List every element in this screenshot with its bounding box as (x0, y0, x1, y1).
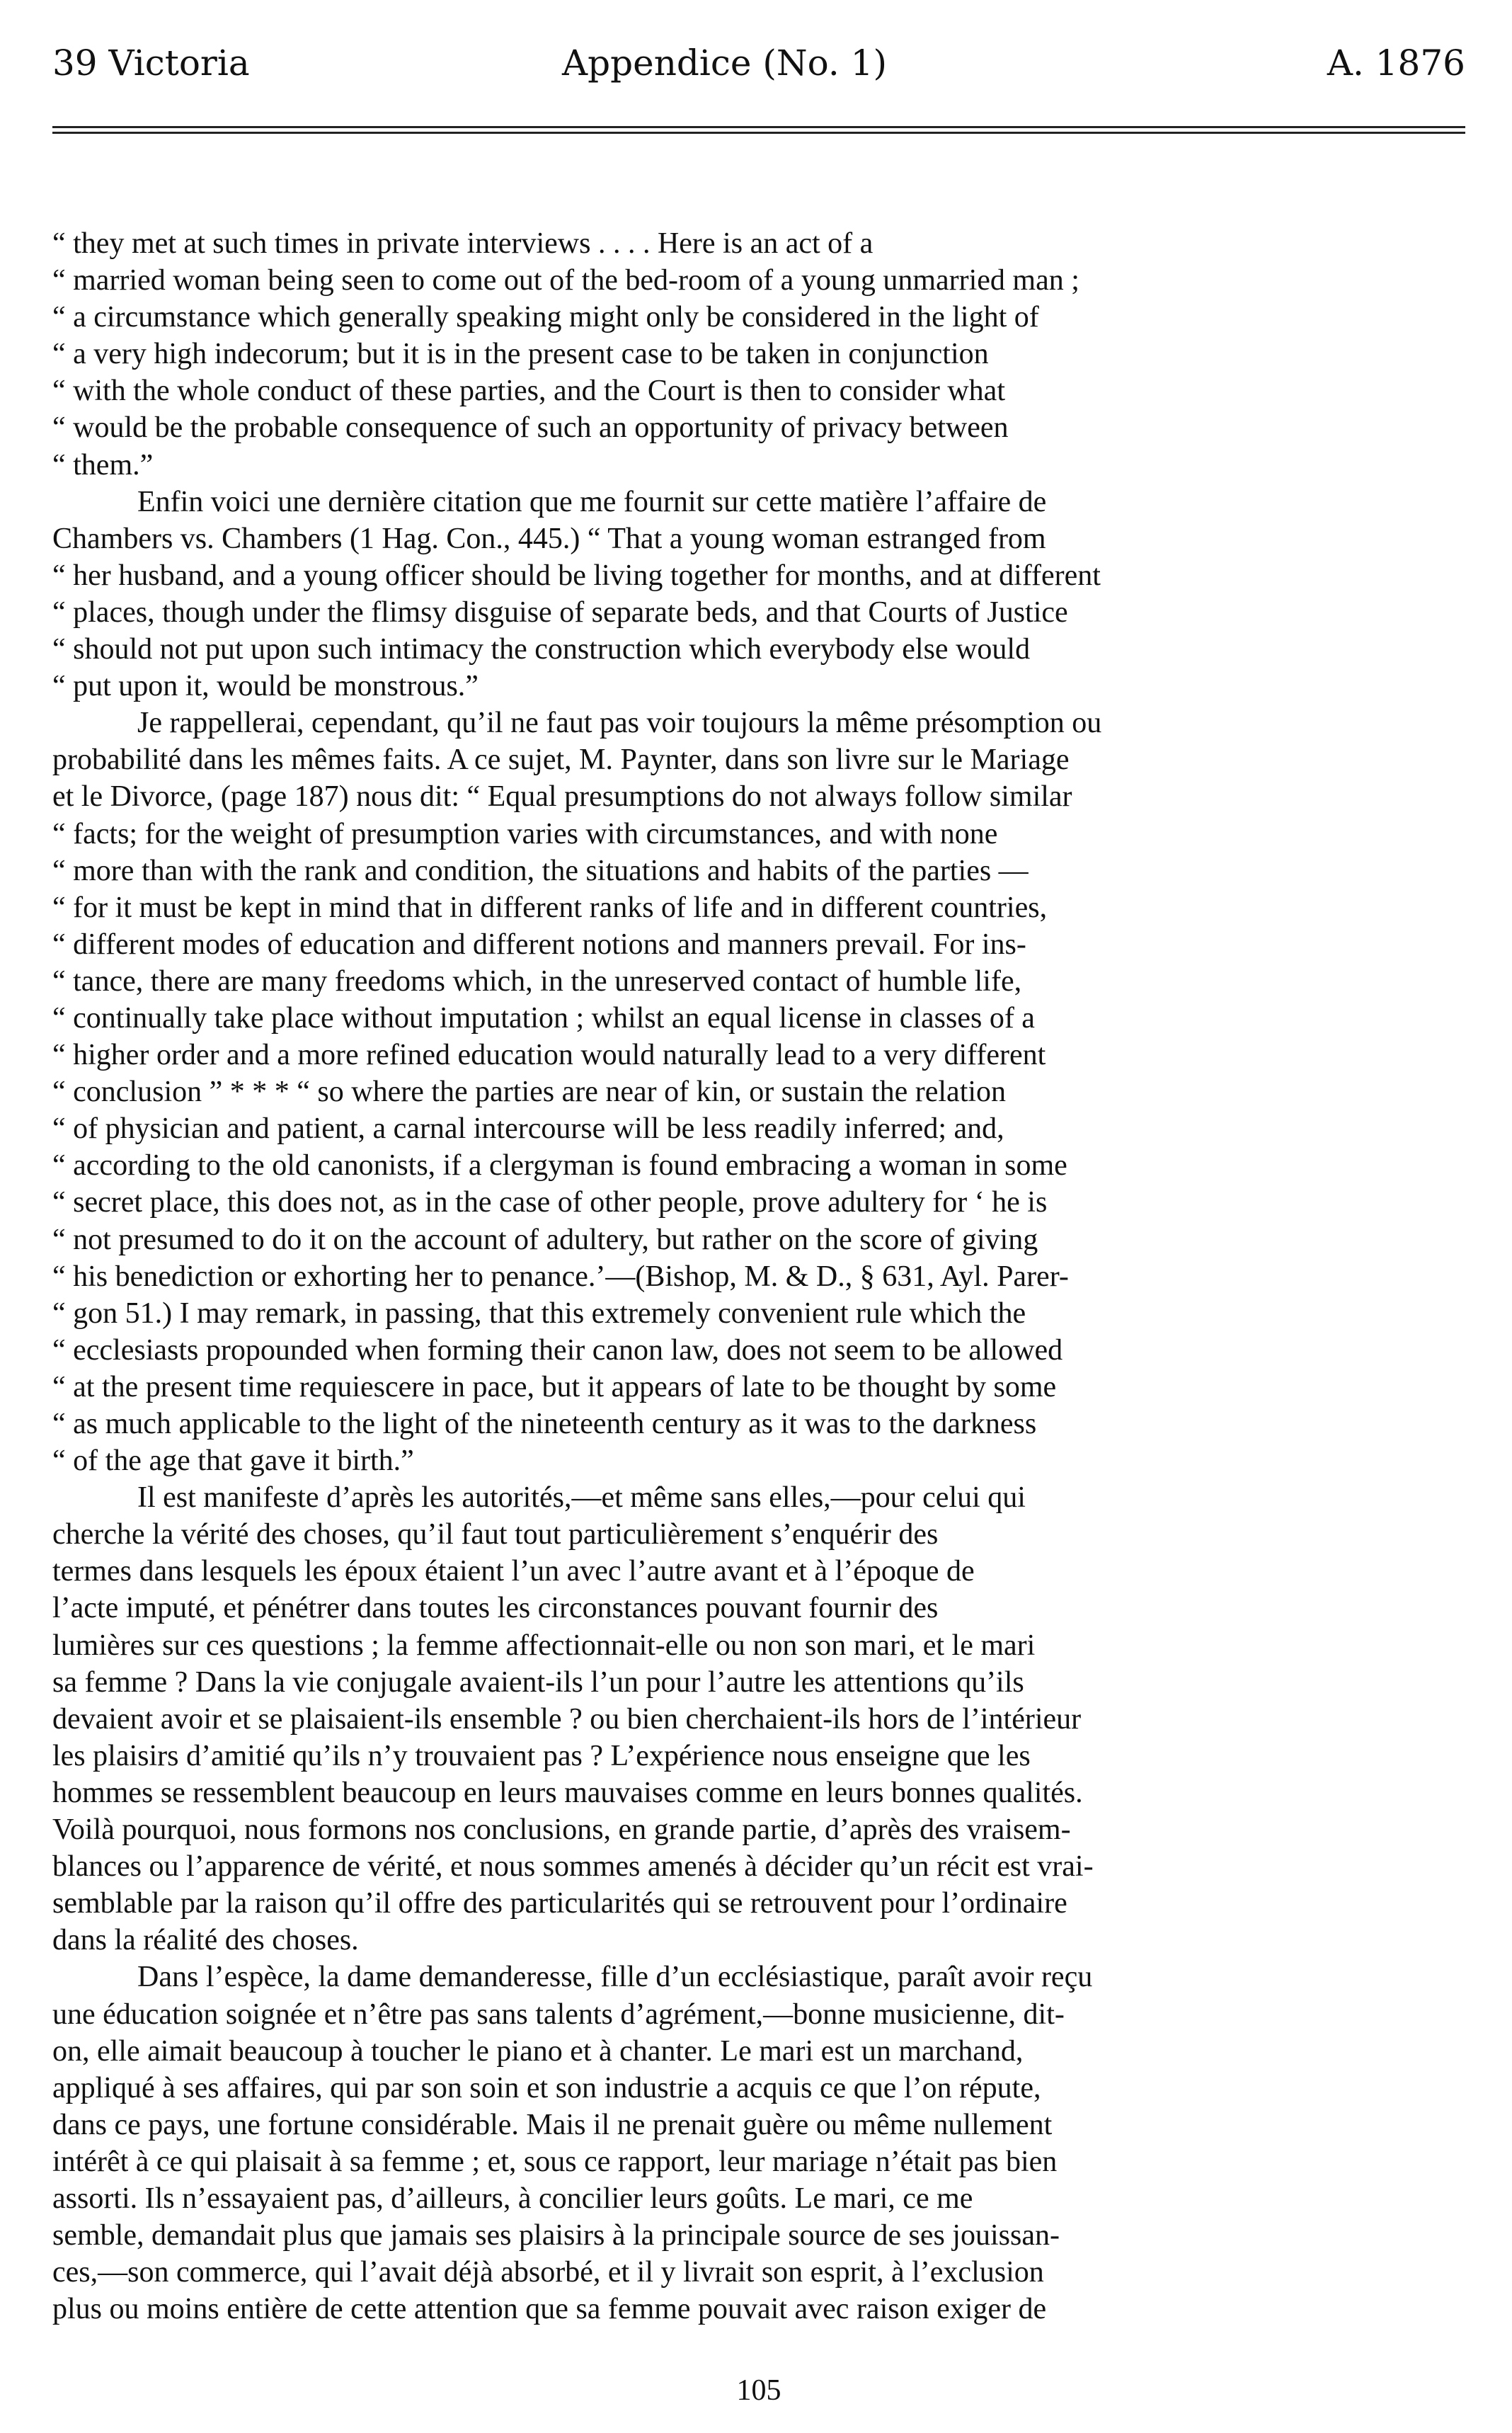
header-double-rule (52, 126, 1465, 136)
text-line: hommes se ressemblent beaucoup en leurs mauvaises comme en leurs bonnes qualités. (52, 1776, 1083, 1809)
text-line: “ a circumstance which generally speaking might only be considered in the light of (52, 301, 1039, 334)
text-line: Chambers vs. Chambers (1 Hag. Con., 445.) “ That a young woman estranged from (52, 522, 1046, 555)
text-line: “ gon 51.) I may remark, in passing, that this extremely convenient rule which the (52, 1297, 1026, 1330)
text-line: “ should not put upon such intimacy the construction which everybody else would (52, 633, 1031, 666)
text-line: “ higher order and a more refined education would naturally lead to a very different (52, 1039, 1046, 1072)
text-line: Je rappellerai, cependant, qu’il ne faut pas voir toujours la même présomption ou (137, 707, 1102, 740)
text-line: “ different modes of education and different notions and manners prevail. For ins- (52, 928, 1026, 961)
text-line: “ they met at such times in private interviews . . . . Here is an act of a (52, 227, 874, 260)
text-line: “ them.” (52, 448, 154, 482)
text-line: “ of physician and patient, a carnal intercourse will be less readily inferred; and, (52, 1112, 1004, 1146)
text-line: “ married woman being seen to come out of the bed-room of a young unmarried man ; (52, 264, 1079, 297)
text-line: “ places, though under the flimsy disguise of separate beds, and that Courts of Justice (52, 596, 1068, 629)
text-line: “ tance, there are many freedoms which, in the unreserved contact of humble life, (52, 964, 1022, 998)
header-session: 39 Victoria (52, 42, 250, 84)
text-line: lumières sur ces questions ; la femme affectionnait-elle ou non son mari, et le mari (52, 1629, 1036, 1662)
text-line: ces,—son commerce, qui l’avait déjà absorbé, et il y livrait son esprit, à l’exclusion (52, 2256, 1044, 2289)
text-line: Dans l’espèce, la dame demanderesse, fille d’un ecclésiastique, paraît avoir reçu (137, 1961, 1093, 1994)
text-line: Enfin voici une dernière citation que me fournit sur cette matière l’affaire de (137, 485, 1047, 518)
text-line: “ his benediction or exhorting her to penance.’—(Bishop, M. & D., § 631, Ayl. Parer- (52, 1260, 1069, 1293)
text-line: “ secret place, this does not, as in the case of other people, prove adultery for ‘ he is (52, 1186, 1048, 1219)
text-line: dans la réalité des choses. (52, 1924, 359, 1957)
body-text (52, 225, 1465, 2327)
text-line: dans ce pays, une fortune considérable. Mais il ne prenait guère ou même nullement (52, 2108, 1053, 2141)
running-header (52, 42, 1465, 85)
text-line: probabilité dans les mêmes faits. A ce sujet, M. Paynter, dans son livre sur le Mariage (52, 743, 1070, 777)
text-line: “ would be the probable consequence of such an opportunity of privacy between (52, 411, 1009, 445)
text-line: cherche la vérité des choses, qu’il faut tout particulièrement s’enquérir des (52, 1518, 939, 1551)
page-number: 105 (736, 2374, 781, 2407)
text-line: “ conclusion ” * * * “ so where the parties are near of kin, or sustain the relation (52, 1076, 1007, 1109)
text-line: “ put upon it, would be monstrous.” (52, 670, 479, 703)
text-line: semble, demandait plus que jamais ses plaisirs à la principale source de ses jouissan- (52, 2219, 1060, 2252)
text-line: blances ou l’apparence de vérité, et nous sommes amenés à décider qu’un récit est vrai- (52, 1850, 1094, 1884)
text-line: “ for it must be kept in mind that in different ranks of life and in different countries, (52, 891, 1048, 924)
text-line: termes dans lesquels les époux étaient l’un avec l’autre avant et à l’époque de (52, 1555, 975, 1588)
text-line: “ of the age that gave it birth.” (52, 1445, 414, 1478)
text-line: “ her husband, and a young officer should be living together for months, and at different (52, 559, 1101, 592)
text-line: appliqué à ses affaires, qui par son soin et son industrie a acquis ce que l’on répute, (52, 2071, 1041, 2104)
text-line: “ according to the old canonists, if a clergyman is found embracing a woman in some (52, 1149, 1067, 1183)
text-line: plus ou moins entière de cette attention que sa femme pouvait avec raison exiger de (52, 2293, 1047, 2326)
text-line: on, elle aimait beaucoup à toucher le piano et à chanter. Le mari est un marchand, (52, 2034, 1024, 2068)
text-line: “ not presumed to do it on the account of adultery, but rather on the score of giving (52, 1223, 1038, 1256)
text-line: “ continually take place without imputation ; whilst an equal license in classes of a (52, 1001, 1035, 1035)
text-line: l’acte imputé, et pénétrer dans toutes les circonstances pouvant fournir des (52, 1592, 939, 1625)
text-line: et le Divorce, (page 187) nous dit: “ Equal presumptions do not always follow similar (52, 780, 1072, 814)
text-line: intérêt à ce qui plaisait à sa femme ; et, sous ce rapport, leur mariage n’était pas bien (52, 2145, 1058, 2178)
text-line: “ more than with the rank and condition, the situations and habits of the parties — (52, 854, 1029, 887)
text-line: “ as much applicable to the light of the nineteenth century as it was to the darkness (52, 1408, 1037, 1440)
text-line: les plaisirs d’amitié qu’ils n’y trouvaient pas ? L’expérience nous enseigne que les (52, 1739, 1031, 1772)
text-line: “ facts; for the weight of presumption varies with circumstances, and with none (52, 817, 998, 850)
text-line: “ ecclesiasts propounded when forming their canon law, does not seem to be allowed (52, 1333, 1063, 1367)
text-line: “ with the whole conduct of these parties, and the Court is then to consider what (52, 375, 1005, 408)
text-line: Il est manifeste d’après les autorités,—et même sans elles,—pour celui qui (137, 1481, 1026, 1515)
text-line: devaient avoir et se plaisaient-ils ensemble ? ou bien cherchaient-ils hors de l’intérieur (52, 1702, 1082, 1736)
header-year: A. 1876 (1327, 42, 1465, 84)
header-rule-top (52, 126, 1465, 128)
text-line: sa femme ? Dans la vie conjugale avaient-ils l’un pour l’autre les attentions qu’ils (52, 1665, 1024, 1699)
text-line: Voilà pourquoi, nous formons nos conclusions, en grande partie, d’après des vraisem- (52, 1813, 1071, 1847)
header-appendix: Appendice (No. 1) (562, 42, 887, 84)
text-line: assorti. Ils n’essayaient pas, d’ailleurs, à concilier leurs goûts. Le mari, ce me (52, 2182, 973, 2215)
text-line: “ a very high indecorum; but it is in the present case to be taken in conjunction (52, 338, 989, 371)
text-line: “ at the present time requiescere in pace, but it appears of late to be thought by some (52, 1370, 1057, 1403)
text-line: semblable par la raison qu’il offre des particularités qui se retrouvent pour l’ordinaire (52, 1887, 1067, 1920)
header-rule-bottom (52, 132, 1465, 134)
text-line: une éducation soignée et n’être pas sans talents d’agrément,—bonne musicienne, dit- (52, 1998, 1065, 2031)
document-page (52, 42, 1465, 2408)
